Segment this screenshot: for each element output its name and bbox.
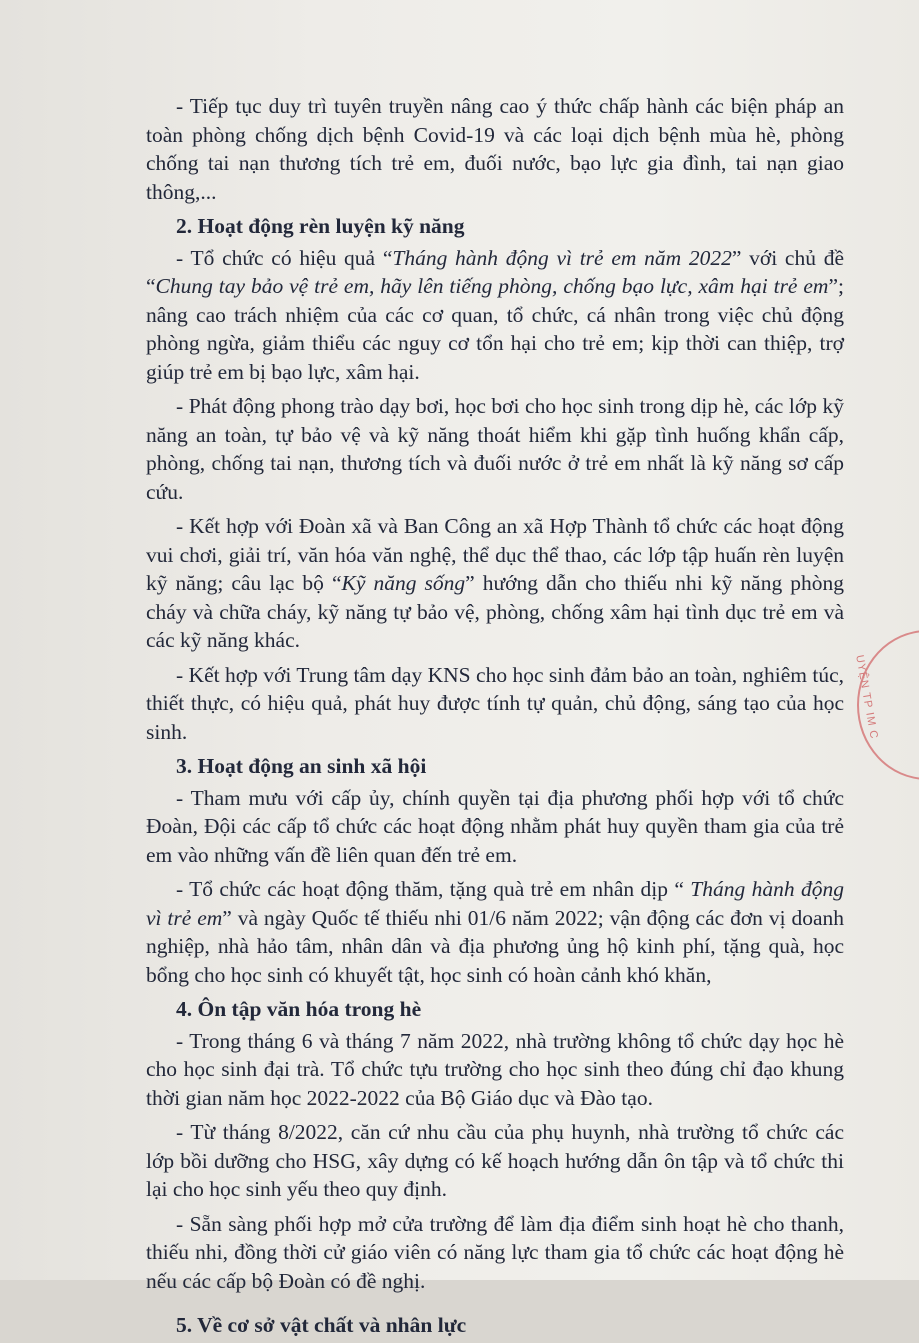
paragraph-visits-gifts <box>146 875 844 989</box>
italic-text: Tháng hành động vì trẻ em <box>146 877 844 930</box>
red-stamp <box>849 630 919 780</box>
paragraph-action-month <box>146 244 844 387</box>
text-span: ”; nâng cao trách nhiệm của các cơ quan, tổ chức, cá nhân trong việc chủ động phòng ngừa, giảm thiểu các nguy cơ tổn hại cho trẻ em; kịp thời can thiệp, trợ giúp trẻ em bị bạo lực, xâm hại. <box>146 274 844 384</box>
section-heading-facilities: 5. Về cơ sở vật chất và nhân lực <box>176 1313 467 1337</box>
section-heading-skills: 2. Hoạt động rèn luyện kỹ năng <box>176 214 465 238</box>
paragraph-advise: - Tham mưu với cấp ủy, chính quyền tại địa phương phối hợp với tổ chức Đoàn, Đội các cấp tổ chức các hoạt động nhằm phát huy quyền tham gia của trẻ em vào những vấn đề liên quan đến trẻ em. <box>146 785 844 867</box>
text-span: - Tổ chức các hoạt động thăm, tặng quà trẻ em nhân dịp “ <box>176 877 691 901</box>
paragraph-propaganda: - Tiếp tục duy trì tuyên truyền nâng cao ý thức chấp hành các biện pháp an toàn phòng chống dịch bệnh Covid-19 và các loại dịch bệnh mùa hè, phòng chống tai nạn thương tích trẻ em, đuối nước, bạo lực gia đình, tai nạn giao thông,... <box>146 94 844 204</box>
text-span: ” với chủ đề “ <box>146 245 844 298</box>
paragraph-kns-center: - Kết hợp với Trung tâm dạy KNS cho học sinh đảm bảo an toàn, nghiêm túc, thiết thực, có hiệu quả, phát huy được tính tự quản, chủ động, sáng tạo của học sinh. <box>146 662 844 744</box>
stamp-text: UYỆN TP IM C <box>853 654 880 741</box>
text-span: - Kết hợp với Đoàn xã và Ban Công an xã Hợp Thành tổ chức các hoạt động vui chơi, giải trí, văn hóa văn nghệ, thể dục thể thao, các lớp tập huấn rèn luyện kỹ năng; câu lạc bộ “ <box>146 514 844 595</box>
section-heading-social: 3. Hoạt động an sinh xã hội <box>176 754 427 778</box>
italic-text: Chung tay bảo vệ trẻ em, hãy lên tiếng phòng, chống bạo lực, xâm hại trẻ em <box>155 274 829 298</box>
text-span: - Tổ chức có hiệu quả “ <box>176 245 393 270</box>
paragraph-swimming: - Phát động phong trào dạy bơi, học bơi cho học sinh trong dịp hè, các lớp kỹ năng an toàn, tự bảo vệ và kỹ năng thoát hiểm khi gặp tình huống khẩn cấp, phòng, chống tai nạn, thương tích và đuối nước ở trẻ em nhất là kỹ năng sơ cấp cứu. <box>146 394 844 504</box>
paragraph-school-open: - Sẵn sàng phối hợp mở cửa trường để làm địa điểm sinh hoạt hè cho thanh, thiếu nhi, đồng thời cử giáo viên có năng lực tham gia tổ chức các hoạt động hè nếu các cấp bộ Đoàn có đề nghị. <box>146 1211 844 1293</box>
section-heading-review: 4. Ôn tập văn hóa trong hè <box>176 997 422 1021</box>
text-span: ” hướng dẫn cho thiếu nhi kỹ năng phòng cháy và chữa cháy, kỹ năng tự bảo vệ, phòng, chống xâm hại tình dục trẻ em và các kỹ năng khác. <box>146 571 845 652</box>
italic-text: Tháng hành động vì trẻ em năm 2022 <box>392 245 732 270</box>
document-body <box>146 92 844 1343</box>
text-span: ” và ngày Quốc tế thiếu nhi 01/6 năm 2022; vận động các đơn vị doanh nghiệp, nhà hảo tâm, nhân dân và địa phương ủng hộ kinh phí, tặng quà, học bổng cho học sinh có khuyết tật, học sinh có hoàn cảnh khó khăn, <box>146 905 845 987</box>
paragraph-august: - Từ tháng 8/2022, căn cứ nhu cầu của phụ huynh, nhà trường tổ chức các lớp bồi dưỡng cho HSG, xây dựng có kế hoạch hướng dẫn ôn tập và tổ chức thi lại cho học sinh yếu theo quy định. <box>146 1120 844 1201</box>
paragraph-summer-classes: - Trong tháng 6 và tháng 7 năm 2022, nhà trường không tổ chức dạy học hè cho học sinh đại trà. Tổ chức tựu trường cho học sinh theo đúng chỉ đạo khung thời gian năm học 2022-2022 của Bộ Giáo dục và Đào tạo. <box>146 1028 844 1110</box>
paragraph-youth-union <box>146 512 844 655</box>
italic-text: Kỹ năng sống <box>341 571 466 595</box>
